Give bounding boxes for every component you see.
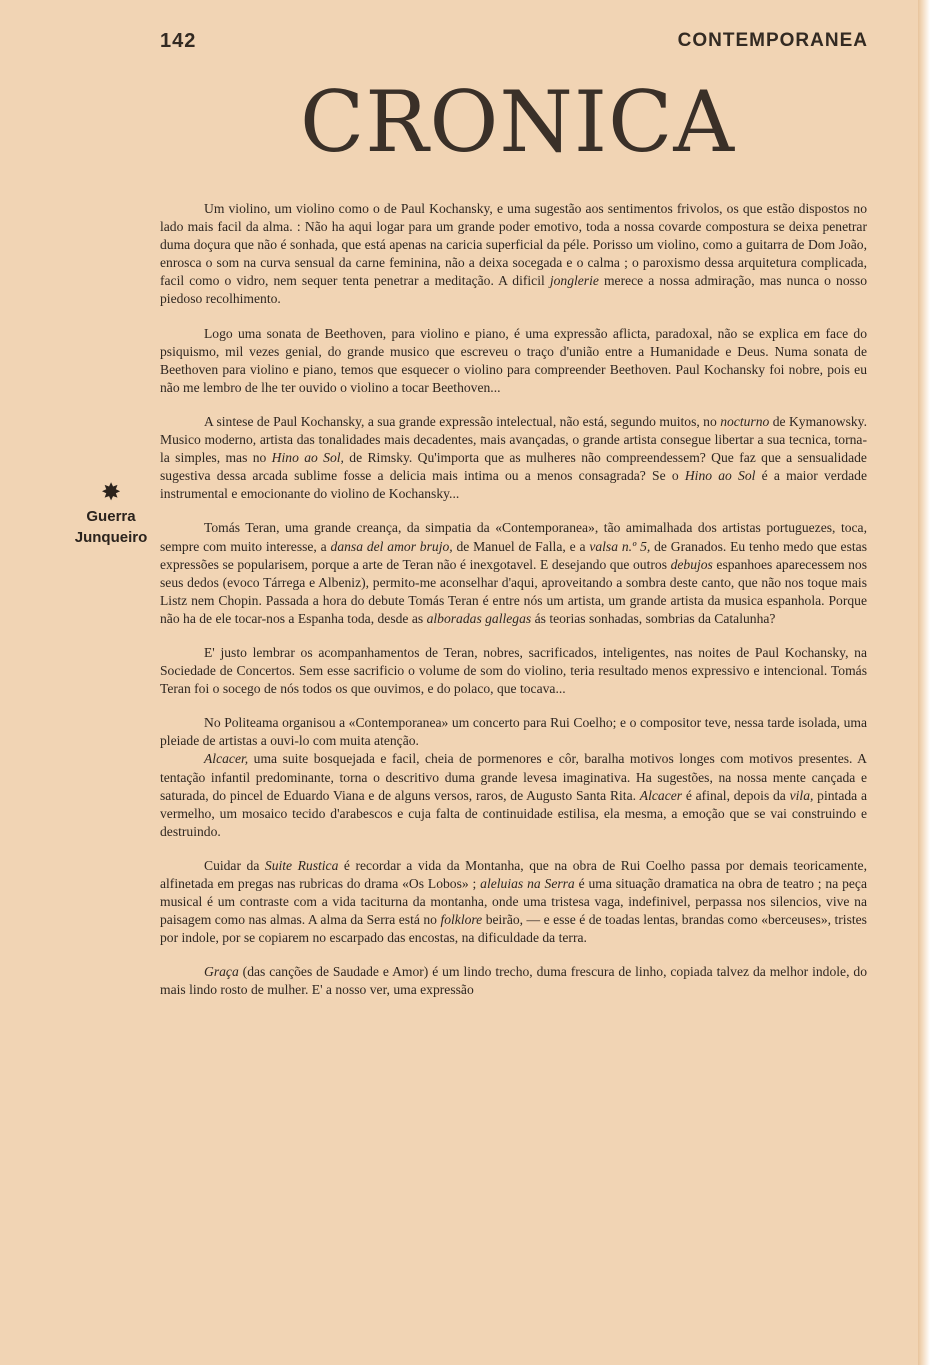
text-run: E' justo lembrar os acompanhamentos de Teran, nobres, sacrificados, inteligentes, nas noites de Paul Kochansky, na Sociedade de Concertos. Sem esse sacrificio o volume de som do violino, teria resultado menos expressivo e intencional. Tomás Teran foi o socego de nós todos os que ouvimos, e do polaco, que tocava... (160, 644, 867, 697)
italic-run: Suite Rustica (264, 857, 339, 873)
italic-run: valsa n.º 5, (589, 538, 651, 554)
text-run: Cuidar da (204, 857, 265, 873)
text-run: de Rimsky. Qu'importa que as mulheres não compreendessem? Que faz que a sensualidade sugestiva dessa arcada sublime fosse a delicia mais intima ou a menos consagrada? Se o (160, 450, 867, 484)
margin-note (66, 480, 156, 548)
paragraph-7 (160, 750, 867, 840)
article-title: CRONICA (300, 73, 735, 171)
italic-run: folklore (440, 912, 483, 928)
article-body (160, 200, 867, 1016)
running-title: CONTEMPORANEA (677, 30, 868, 51)
margin-note-line-1: Guerra (86, 508, 136, 525)
text-run: Um violino, um violino como o de Paul Kochansky, e uma sugestão aos sentimentos frivolos, os que estão dispostos no lado mais facil da alma. : Não ha aqui logar para um grande poder emotivo, toda a nossa covarde compostura se deixa penetrar duma doçura que não é sonhada, que está apenas na caricia superficial da péle. Porisso um violino, como a guitarra de Dom João, enrosca o som na curva sensual da carne feminina, não a deixa socegada e o calma ; o paroxismo dessa arquitetura complicada, facil como o vidro, nem sequer tenta penetrar a meditação. A dificil (160, 201, 867, 289)
paragraph-2 (160, 325, 867, 397)
text-run: de Granados. Eu tenho medo que estas expressões se popularisem, porque a arte de Teran não é inexgotavel. E desejando que outros (160, 538, 867, 572)
text-run: A sintese de Paul Kochansky, a sua grande expressão intelectual, não está, segundo muitos, no (204, 413, 721, 429)
paragraph-1 (160, 200, 867, 309)
text-run: espanhoes aparecessem nos seus dedos (evoco Tárrega e Albeniz), permito-me aconselhar d'aqui, aproveitando a sombra deste canto, que não nos toque mais Listz nem Chopin. Passada a hora do debute Tomás Teran é entre nós um artista, um grande artista da musica espanhola. Porque não ha de ele tocar-nos a Espanha toda, desde as (160, 556, 867, 626)
text-run: No Politeama organisou a «Contemporanea» um concerto para Rui Coelho; e o compositor teve, nessa tarde isolada, uma pleiade de artistas a ouvi-lo com muita atenção. (160, 715, 867, 749)
paragraph-3 (160, 413, 867, 503)
text-run: Tomás Teran, uma grande creança, da simpatia da «Contemporanea», tão amimalhada dos artistas portuguezes, toca, sempre com muito interesse, a (160, 520, 867, 554)
text-run: Logo uma sonata de Beethoven, para violino e piano, é uma expressão aflicta, paradoxal, não se explica em face do psiquismo, mil vezes genial, do grande musico que escreveu o traço d'união entre a Humanidade e Deus. Numa sonata de Beethoven para violino e piano, temos que esquecer o violino para compreender Beethoven. Paul Kochansky foi nobre, pois eu não me lembro de lhe ter ouvido o violino a tocar Beethoven... (160, 325, 867, 395)
italic-run: debujos (670, 556, 713, 572)
paragraph-8 (160, 857, 867, 947)
italic-run: alboradas gallegas (426, 610, 532, 626)
text-run: uma suite bosquejada e facil, cheia de pormenores e côr, baralha motivos longes com motivos presentes. A tentação infantil predominante, torna o descritivo duma grande levesa imaginativa. Ha sugestões, na nossa mente cançada e saturada, do pincel de Eduardo Viana e de alguns versos, raros, de Augusto Santa Rita. (160, 751, 867, 803)
text-run: é afinal, depois da (682, 787, 790, 803)
paragraph-6 (160, 714, 867, 750)
italic-run: Hino ao Sol (684, 468, 756, 484)
text-run: de Kymanowsky. Musico moderno, artista das tonalidades mais decadentes, mais avançadas, o grande artista consegue libertar a sua tecnica, torna-la simples, mas no (160, 413, 867, 466)
page-edge (918, 0, 930, 1365)
text-run: de Manuel de Falla, e a (452, 538, 590, 554)
text-run: (das canções de Saudade e Amor) é um lindo trecho, duma frescura de linho, copiada talvez da melhor indole, do mais lindo rosto de mulher. E' a nosso ver, uma expressão (160, 964, 867, 998)
text-run: ás teorias sonhadas, sombrias da Catalunha? (531, 610, 776, 626)
italic-run: aleluias na Serra (480, 876, 575, 891)
text-run: é recordar a vida da Montanha, que na obra de Rui Coelho passa por demais teoricamente, alfinetada em pregas nas rubricas do drama «Os Lobos» ; (160, 857, 867, 891)
italic-run: nocturno (720, 413, 770, 429)
text-run: é a maior verdade instrumental e emocionante do violino de Kochansky... (160, 468, 868, 502)
page-number: 142 (160, 30, 197, 52)
italic-run: vila, (789, 787, 814, 803)
italic-run: Alcacer, (204, 751, 249, 767)
paragraph-4 (160, 519, 867, 628)
italic-run: Graça (204, 964, 239, 980)
italic-run: dansa del amor brujo, (330, 538, 453, 554)
text-run: beirão, — e esse é de toadas lentas, brandas como «berceuses», tristes por indole, por se copiarem no escarpado das encostas, na dificuldade da terra. (160, 912, 867, 946)
text-run: pintada a vermelho, um mosaico tecido d'arabescos e cuja falta de continuidade estilisa, ela mesma, a emoção que se vai construindo e destruindo. (160, 787, 867, 839)
page-header (160, 30, 868, 60)
paragraph-5 (160, 644, 867, 698)
text-run: é uma situação dramatica na obra de teatro ; na peça musical é um contraste com a vida taciturna da montanha, onde uma tristesa vaga, indefinivel, perpassa nos silencios, vive na paisagem como nas almas. A alma da Serra está no (160, 876, 867, 928)
italic-run: jonglerie (549, 273, 599, 289)
italic-run: Hino ao Sol, (271, 450, 344, 466)
text-run: merece a nossa admiração, mas nunca o nosso piedoso recolhimento. (160, 273, 867, 307)
margin-note-line-2: Junqueiro (74, 529, 148, 546)
italic-run: Alcacer (639, 787, 683, 803)
paragraph-9 (160, 963, 867, 999)
asterisk-icon: ✸ (100, 479, 122, 506)
